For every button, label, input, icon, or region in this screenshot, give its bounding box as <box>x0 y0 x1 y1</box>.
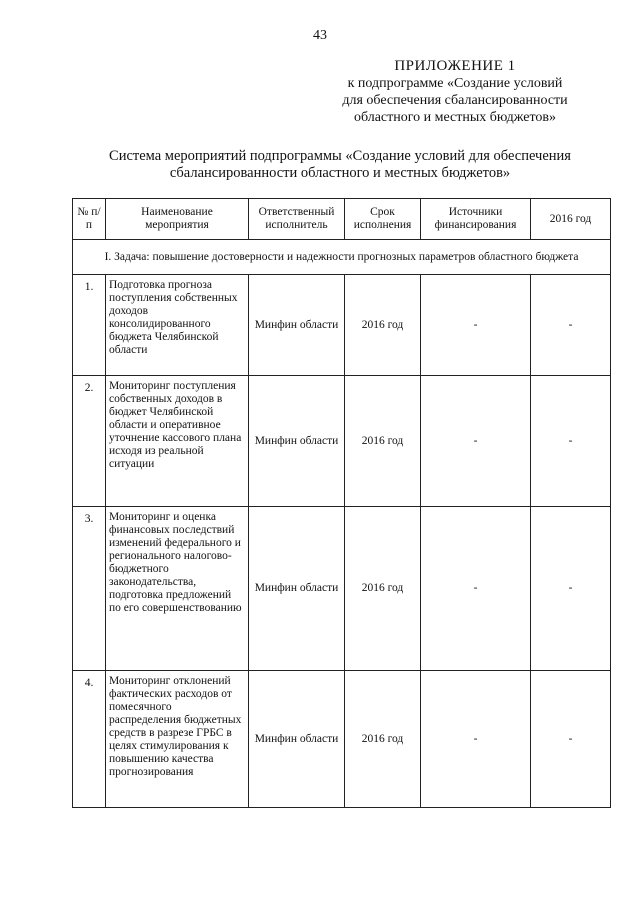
header-term: Срок исполнения <box>345 199 421 240</box>
header-executor: Ответственный исполнитель <box>249 199 345 240</box>
row-name: Подготовка прогноза поступления собственных доходов консолидированного бюджета Челябинской области <box>106 275 249 376</box>
page-number: 43 <box>313 28 327 43</box>
row-term: 2016 год <box>345 671 421 808</box>
row-term: 2016 год <box>345 507 421 671</box>
row-year-value: - <box>531 671 611 808</box>
table-row <box>73 507 611 671</box>
row-year-value: - <box>531 507 611 671</box>
row-number: 1. <box>73 275 106 376</box>
row-executor: Минфин области <box>249 376 345 507</box>
section-row <box>73 240 611 275</box>
row-sources: - <box>421 671 531 808</box>
document-title <box>60 148 620 182</box>
row-executor: Минфин области <box>249 275 345 376</box>
header-number: № п/п <box>73 199 106 240</box>
row-sources: - <box>421 507 531 671</box>
row-number: 2. <box>73 376 106 507</box>
document-title-line-1: Система мероприятий подпрограммы «Создание условий для обеспечения <box>109 148 571 164</box>
measures-table <box>72 198 611 808</box>
appendix-line-3: областного и местных бюджетов» <box>353 110 557 125</box>
row-year-value: - <box>531 376 611 507</box>
row-number: 3. <box>73 507 106 671</box>
row-term: 2016 год <box>345 275 421 376</box>
appendix-heading: ПРИЛОЖЕНИЕ 1 <box>394 58 516 74</box>
header-name: Наименование мероприятия <box>106 199 249 240</box>
section-title: I. Задача: повышение достоверности и надежности прогнозных параметров областного бюджета <box>73 240 611 275</box>
row-number: 4. <box>73 671 106 808</box>
appendix-block <box>300 58 610 126</box>
row-name: Мониторинг и оценка финансовых последствий изменений федерального и регионального налогово-бюджетного законодательства, подготовка предложений по его совершенствованию <box>106 507 249 671</box>
document-title-line-2: сбалансированности областного и местных бюджетов» <box>169 165 511 181</box>
row-executor: Минфин области <box>249 507 345 671</box>
header-year: 2016 год <box>531 199 611 240</box>
row-sources: - <box>421 275 531 376</box>
row-name: Мониторинг поступления собственных доходов в бюджет Челябинской области и оперативное уточнение кассового плана исходя из реальной ситуации <box>106 376 249 507</box>
row-sources: - <box>421 376 531 507</box>
table-header-row <box>73 199 611 240</box>
row-year-value: - <box>531 275 611 376</box>
row-executor: Минфин области <box>249 671 345 808</box>
header-sources: Источники финансирования <box>421 199 531 240</box>
appendix-line-2: для обеспечения сбалансированности <box>342 93 568 108</box>
row-term: 2016 год <box>345 376 421 507</box>
row-name: Мониторинг отклонений фактических расходов от помесячного распределения бюджетных средств в разрезе ГРБС в целях стимулирования к повышению качества прогнозирования <box>106 671 249 808</box>
table-row <box>73 671 611 808</box>
table-row <box>73 376 611 507</box>
appendix-line-1: к подпрограмме «Создание условий <box>347 76 563 91</box>
table-row <box>73 275 611 376</box>
